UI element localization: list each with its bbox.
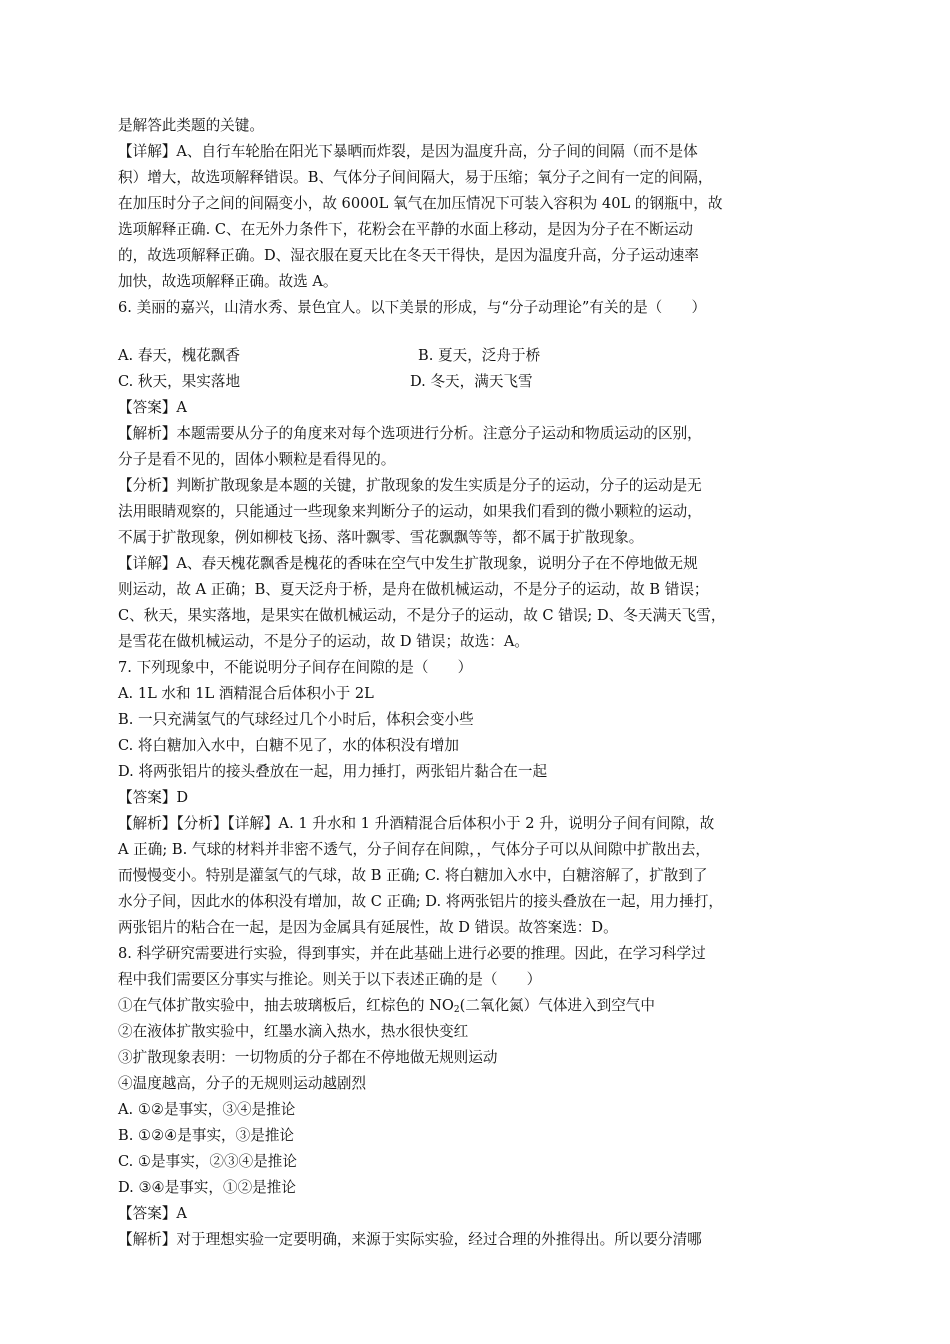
statement-1-after: (二氧化氮）气体进入到空气中 <box>459 997 655 1014</box>
question-6-options <box>118 343 838 395</box>
option-d: D. ③④是事实，①②是推论 <box>118 1179 296 1196</box>
text-line: 的，故选项解释正确。D、湿衣服在夏天比在冬天干得快，是因为温度升高，分子运动速率 <box>118 247 699 264</box>
text-line: 程中我们需要区分事实与推论。则关于以下表述正确的是（ ） <box>118 971 542 988</box>
text-line: 两张铝片的粘合在一起，是因为金属具有延展性，故 D 错误。故答案选：D。 <box>118 919 618 936</box>
statement-4: ④温度越高，分子的无规则运动越剧烈 <box>118 1075 367 1092</box>
question-6-stem: 6. 美丽的嘉兴，山清水秀、景色宜人。以下美景的形成，与“分子动理论”有关的是（ ） <box>118 299 707 316</box>
text-line: 积）增大，故选项解释错误。B、气体分子间间隔大，易于压缩；氧分子之间有一定的间隔， <box>118 169 713 186</box>
option-a: A. 春天，槐花飘香 <box>118 347 240 364</box>
paragraph-block-2 <box>118 395 838 993</box>
text-line: 选项解释正确. C、在无外力条件下，花粉会在平静的水面上移动，是因为分子在不断运动 <box>118 221 694 238</box>
text-line: 【解析】【分析】【详解】A. 1 升水和 1 升酒精混合后体积小于 2 升，说明分子间有间隙，故 <box>118 815 715 832</box>
subscript-2: 2 <box>453 1005 460 1015</box>
question-7-stem: 7. 下列现象中，不能说明分子间存在间隙的是（ ） <box>118 659 473 676</box>
answer-line: 【答案】A <box>118 1205 187 1222</box>
text-line: 在加压时分子之间的间隔变小，故 6000L 氧气在加压情况下可装入容积为 40L 的钢瓶中，故 <box>118 195 723 212</box>
option-b: B. 一只充满氢气的气球经过几个小时后，体积会变小些 <box>118 711 474 728</box>
blank-line <box>118 321 838 343</box>
statement-1 <box>118 993 838 1019</box>
statement-3: ③扩散现象表明：一切物质的分子都在不停地做无规则运动 <box>118 1049 498 1066</box>
document-page <box>118 113 838 1253</box>
text-line: 【解析】本题需要从分子的角度来对每个选项进行分析。注意分子运动和物质运动的区别， <box>118 425 702 442</box>
text-line: 水分子间，因此水的体积没有增加，故 C 正确; D. 将两张铝片的接头叠放在一起，用力捶打， <box>118 893 724 910</box>
text-line: C、秋天，果实落地，是果实在做机械运动，不是分子的运动，故 C 错误; D、冬天满天飞雪， <box>118 607 726 624</box>
text-line: 【分析】判断扩散现象是本题的关键，扩散现象的发生实质是分子的运动，分子的运动是无 <box>118 477 702 494</box>
option-a: A. ①②是事实，③④是推论 <box>118 1101 296 1118</box>
text-line: 不属于扩散现象，例如柳枝飞扬、落叶飘零、雪花飘飘等等，都不属于扩散现象。 <box>118 529 644 546</box>
text-line: 加快，故选项解释正确。故选 A。 <box>118 273 338 290</box>
text-line: 法用眼睛观察的，只能通过一些现象来判断分子的运动，如果我们看到的微小颗粒的运动， <box>118 503 702 520</box>
option-a: A. 1L 水和 1L 酒精混合后体积小于 2L <box>118 685 374 702</box>
statement-2: ②在液体扩散实验中，红墨水滴入热水，热水很快变红 <box>118 1023 469 1040</box>
question-8-stem: 8. 科学研究需要进行实验，得到事实，并在此基础上进行必要的推理。因此，在学习科学过 <box>118 945 706 962</box>
option-d: D. 将两张铝片的接头叠放在一起，用力捶打，两张铝片黏合在一起 <box>118 763 548 780</box>
statement-1-before: ①在气体扩散实验中，抽去玻璃板后，红棕色的 NO <box>118 997 454 1014</box>
option-c: C. ①是事实，②③④是推论 <box>118 1153 297 1170</box>
option-c: C. 秋天，果实落地 <box>118 373 241 390</box>
text-line: 【详解】A、自行车轮胎在阳光下暴晒而炸裂，是因为温度升高，分子间的间隔（而不是体 <box>118 143 698 160</box>
paragraph-block-3 <box>118 1019 838 1253</box>
text-line: 是解答此类题的关键。 <box>118 117 264 134</box>
paragraph-block-1 <box>118 113 838 321</box>
option-b: B. 夏天，泛舟于桥 <box>418 347 541 364</box>
option-d: D. 冬天，满天飞雪 <box>410 373 533 390</box>
text-line: A 正确; B. 气球的材料并非密不透气，分子间存在间隙，，气体分子可以从间隙中扩散出去， <box>118 841 711 858</box>
text-line: 而慢慢变小。特别是灌氢气的气球，故 B 正确; C. 将白糖加入水中，白糖溶解了，扩散到了 <box>118 867 708 884</box>
text-line: 则运动，故 A 正确；B、夏天泛舟于桥，是舟在做机械运动，不是分子的运动，故 B 错误； <box>118 581 709 598</box>
text-line: 【解析】对于理想实验一定要明确，来源于实际实验，经过合理的外推得出。所以要分清哪 <box>118 1231 702 1248</box>
option-row <box>118 343 838 369</box>
answer-line: 【答案】A <box>118 399 187 416</box>
option-b: B. ①②④是事实，③是推论 <box>118 1127 295 1144</box>
option-row <box>118 369 838 395</box>
option-c: C. 将白糖加入水中，白糖不见了，水的体积没有增加 <box>118 737 459 754</box>
text-line: 【详解】A、春天槐花飘香是槐花的香味在空气中发生扩散现象，说明分子在不停地做无规 <box>118 555 698 572</box>
answer-line: 【答案】D <box>118 789 189 806</box>
text-line: 分子是看不见的，固体小颗粒是看得见的。 <box>118 451 396 468</box>
text-line: 是雪花在做机械运动，不是分子的运动，故 D 错误；故选：A。 <box>118 633 529 650</box>
